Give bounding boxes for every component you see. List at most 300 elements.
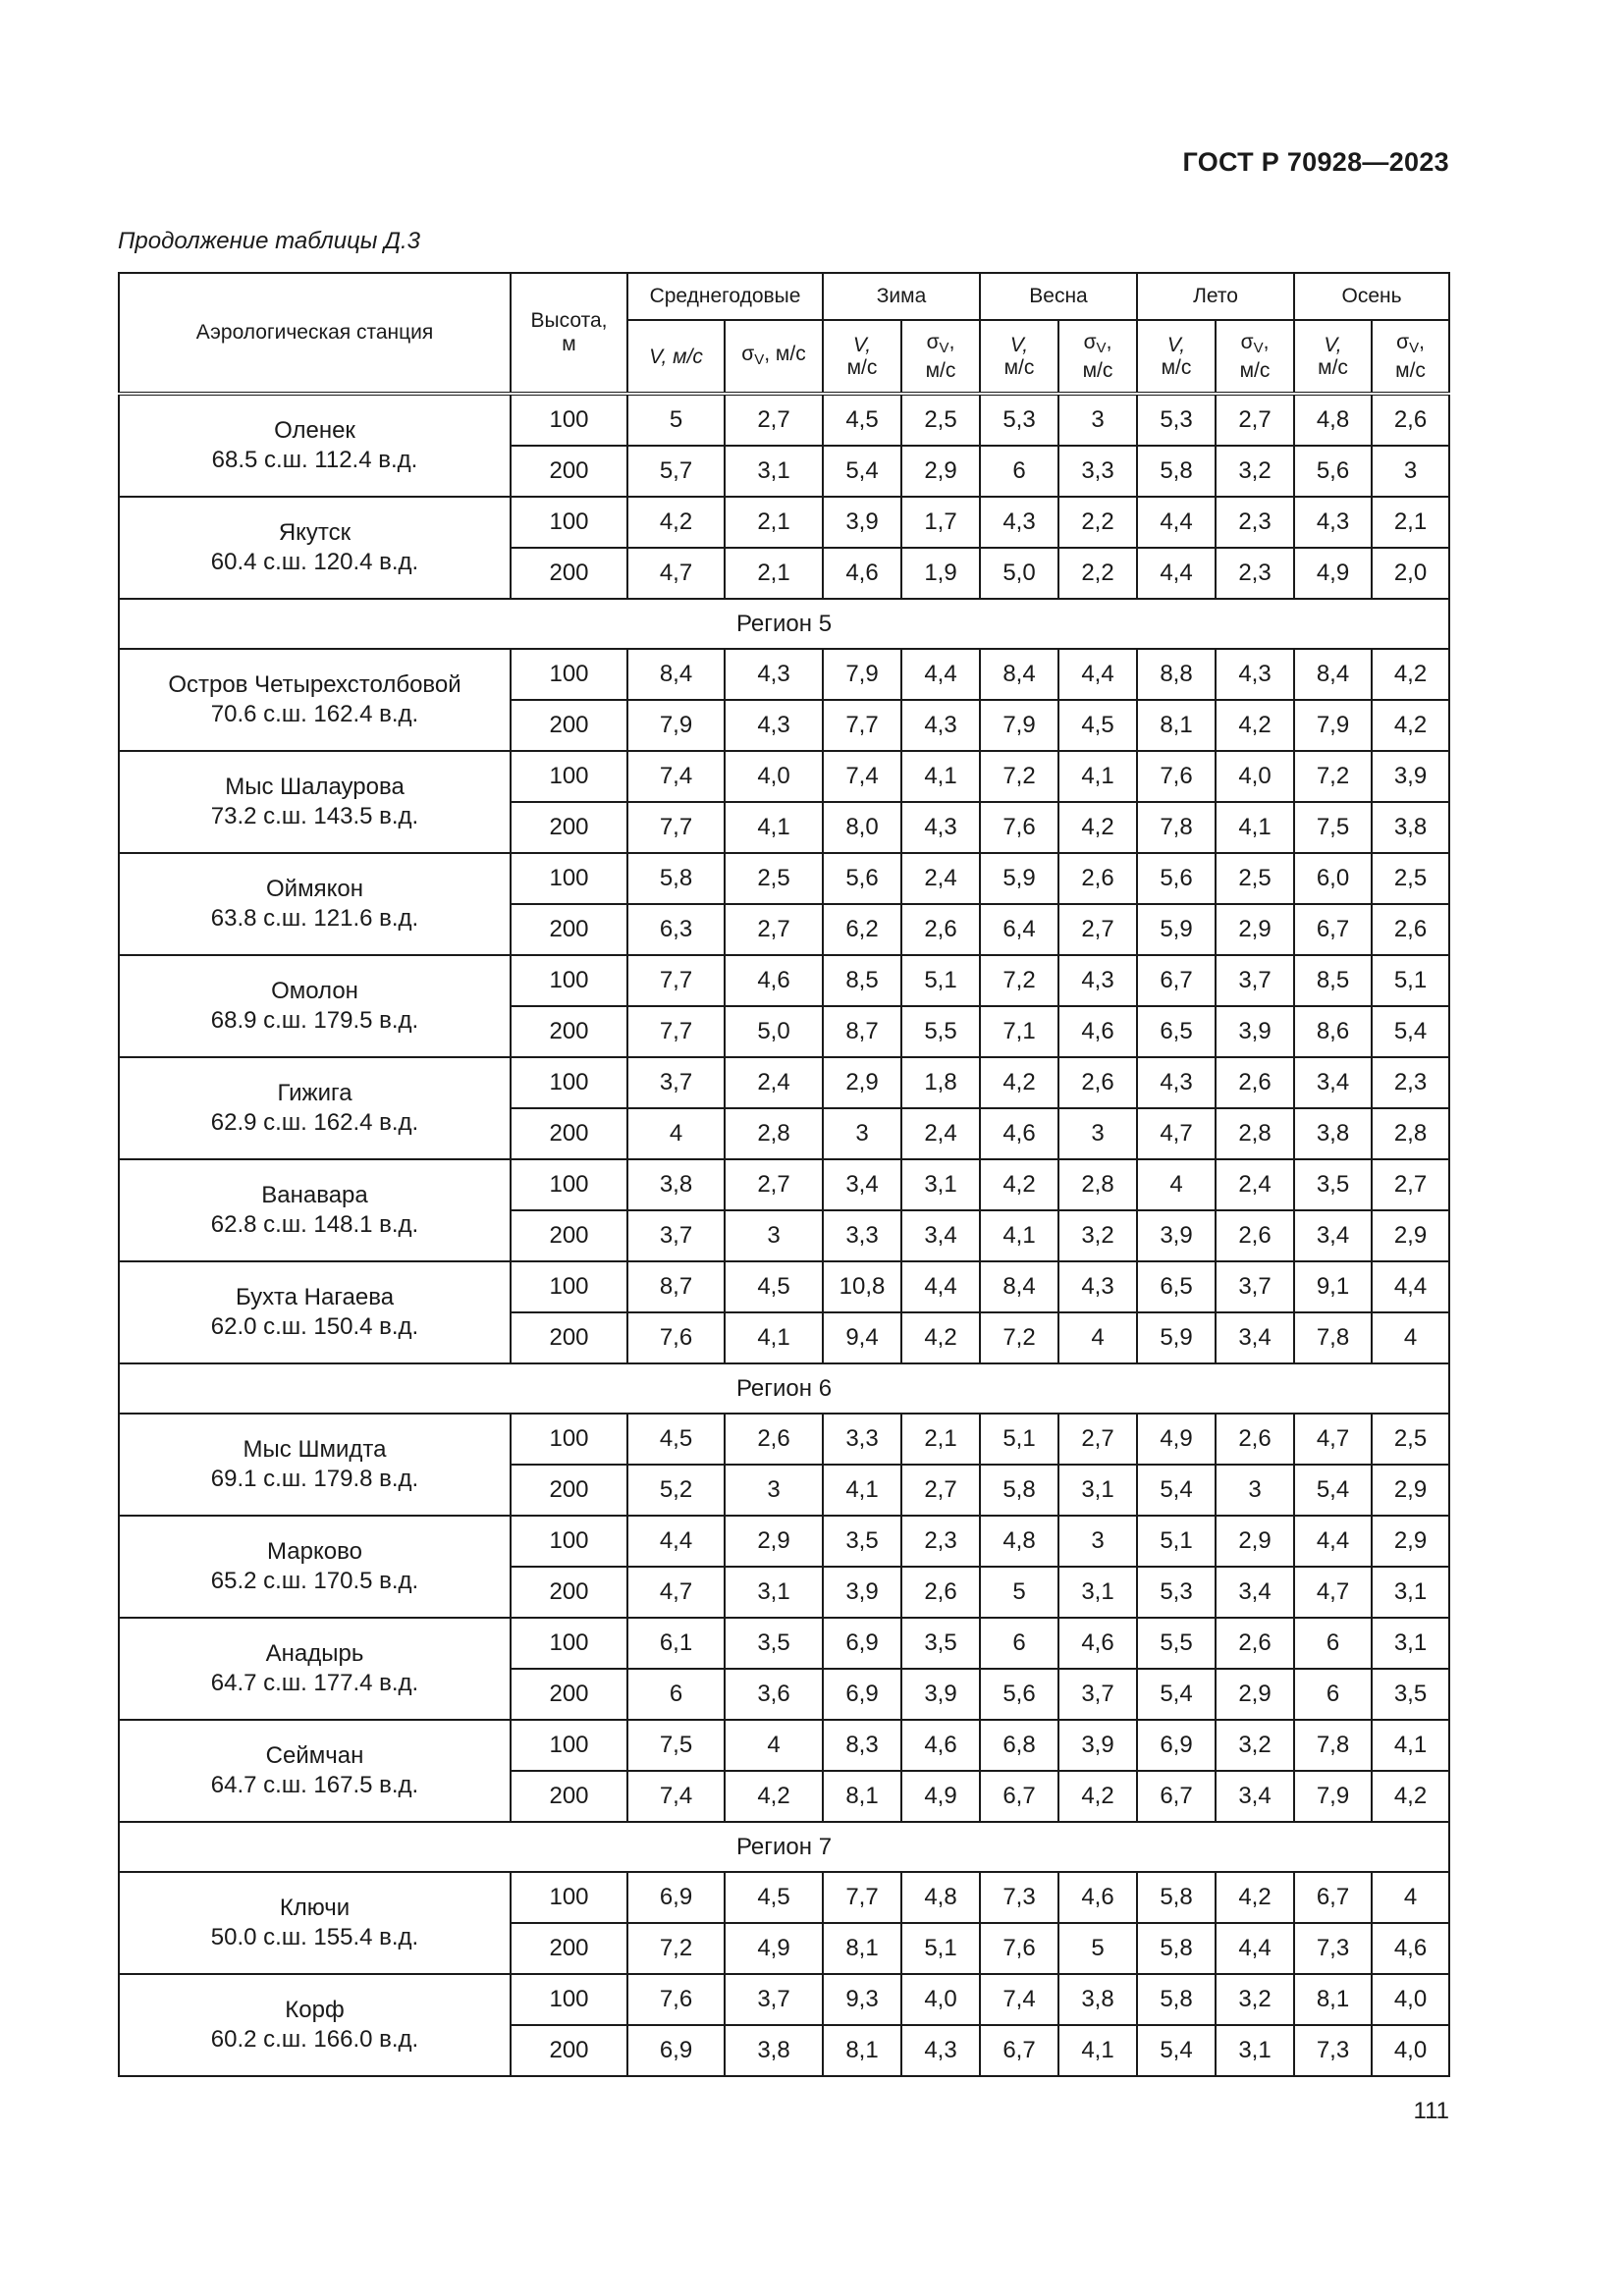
- station-cell: [119, 751, 511, 853]
- station-cell: [119, 955, 511, 1057]
- value-cell: 6,7: [980, 2025, 1058, 2076]
- value-cell: 4,6: [725, 955, 823, 1006]
- value-cell: 4,2: [1058, 1771, 1137, 1822]
- value-cell: 7,4: [627, 1771, 725, 1822]
- table-row: [119, 1720, 1449, 1771]
- height-cell: 100: [511, 1872, 627, 1923]
- station-cell: [119, 1261, 511, 1363]
- value-cell: 6,7: [1137, 1771, 1216, 1822]
- value-cell: 4,0: [1372, 1974, 1449, 2025]
- value-cell: 5,1: [980, 1414, 1058, 1465]
- value-cell: 2,9: [1372, 1465, 1449, 1516]
- value-cell: 5,4: [1137, 1465, 1216, 1516]
- value-cell: 7,3: [980, 1872, 1058, 1923]
- region-row: [119, 599, 1449, 649]
- table-row: [119, 1618, 1449, 1669]
- value-cell: 5,6: [823, 853, 901, 904]
- value-cell: 3,3: [823, 1210, 901, 1261]
- value-cell: 3,1: [1058, 1465, 1137, 1516]
- header-group: Лето: [1137, 273, 1294, 320]
- value-cell: 6,3: [627, 904, 725, 955]
- value-cell: 2,6: [1216, 1618, 1294, 1669]
- value-cell: 3,8: [1058, 1974, 1137, 2025]
- station-cell: [119, 1516, 511, 1618]
- value-cell: 3,5: [1294, 1159, 1372, 1210]
- value-cell: 3: [1372, 446, 1449, 497]
- height-cell: 100: [511, 1414, 627, 1465]
- header-station: Аэрологическая станция: [119, 273, 511, 394]
- value-cell: 3,7: [627, 1210, 725, 1261]
- value-cell: 4,3: [1058, 955, 1137, 1006]
- value-cell: 4,5: [725, 1872, 823, 1923]
- station-coords: 69.1 с.ш. 179.8 в.д.: [210, 1466, 419, 1492]
- value-cell: 5,8: [627, 853, 725, 904]
- value-cell: 8,6: [1294, 1006, 1372, 1057]
- value-cell: 4,3: [1216, 649, 1294, 700]
- value-cell: 5,9: [1137, 1312, 1216, 1363]
- station-name: Оймякон: [266, 876, 363, 902]
- document-code: ГОСТ Р 70928—2023: [1182, 147, 1449, 177]
- value-cell: 3,1: [1058, 1567, 1137, 1618]
- value-cell: 5,5: [1137, 1618, 1216, 1669]
- value-cell: 4,2: [1216, 1872, 1294, 1923]
- value-cell: 4,0: [1372, 2025, 1449, 2076]
- value-cell: 3,7: [1216, 955, 1294, 1006]
- value-cell: 4,6: [1058, 1006, 1137, 1057]
- value-cell: 3,1: [1216, 2025, 1294, 2076]
- value-cell: 6,5: [1137, 1006, 1216, 1057]
- value-cell: 2,8: [1216, 1108, 1294, 1159]
- height-cell: 100: [511, 1057, 627, 1108]
- value-cell: 7,4: [823, 751, 901, 802]
- value-cell: 2,6: [1216, 1414, 1294, 1465]
- station-cell: [119, 649, 511, 751]
- value-cell: 8,7: [627, 1261, 725, 1312]
- station-name: Ванавара: [261, 1182, 368, 1208]
- value-cell: 2,4: [1216, 1159, 1294, 1210]
- header-group: Зима: [823, 273, 980, 320]
- table-row: [119, 1159, 1449, 1210]
- value-cell: 3,2: [1216, 446, 1294, 497]
- value-cell: 6,1: [627, 1618, 725, 1669]
- value-cell: 4,4: [1294, 1516, 1372, 1567]
- value-cell: 5,8: [1137, 1872, 1216, 1923]
- value-cell: 7,2: [1294, 751, 1372, 802]
- value-cell: 3,1: [901, 1159, 980, 1210]
- value-cell: 2,6: [1372, 904, 1449, 955]
- header-sigma-annual: $\sigma_V$, м/с: [725, 320, 823, 394]
- value-cell: 7,9: [1294, 1771, 1372, 1822]
- header-v-annual: V, м/с: [627, 320, 725, 394]
- value-cell: 4,3: [980, 497, 1058, 548]
- value-cell: 4,1: [725, 802, 823, 853]
- station-name: Сеймчан: [265, 1742, 364, 1769]
- value-cell: 7,7: [627, 955, 725, 1006]
- station-cell: [119, 1159, 511, 1261]
- value-cell: 5,1: [1137, 1516, 1216, 1567]
- height-cell: 100: [511, 1516, 627, 1567]
- value-cell: 7,7: [627, 802, 725, 853]
- station-cell: [119, 1414, 511, 1516]
- station-coords: 62.9 с.ш. 162.4 в.д.: [210, 1109, 419, 1136]
- station-name: Анадырь: [265, 1640, 364, 1667]
- value-cell: 4,2: [1216, 700, 1294, 751]
- value-cell: 5,1: [1372, 955, 1449, 1006]
- value-cell: 4,7: [1294, 1567, 1372, 1618]
- value-cell: 4,6: [823, 548, 901, 599]
- value-cell: 2,7: [1372, 1159, 1449, 1210]
- data-table: [118, 272, 1450, 2077]
- value-cell: 2,2: [1058, 548, 1137, 599]
- value-cell: 3,5: [823, 1516, 901, 1567]
- value-cell: 4,4: [1372, 1261, 1449, 1312]
- value-cell: 7,4: [627, 751, 725, 802]
- value-cell: 3: [1216, 1465, 1294, 1516]
- value-cell: 3,9: [901, 1669, 980, 1720]
- value-cell: 2,9: [1372, 1516, 1449, 1567]
- station-name: Мыс Шалаурова: [225, 774, 405, 800]
- value-cell: 4,8: [980, 1516, 1058, 1567]
- value-cell: 5,9: [1137, 904, 1216, 955]
- value-cell: 2,8: [725, 1108, 823, 1159]
- value-cell: 4: [627, 1108, 725, 1159]
- value-cell: 7,3: [1294, 2025, 1372, 2076]
- height-cell: 200: [511, 1567, 627, 1618]
- value-cell: 5,4: [1137, 1669, 1216, 1720]
- station-name: Гижига: [277, 1080, 352, 1106]
- height-cell: 100: [511, 955, 627, 1006]
- header-v-season: V, м/с: [823, 320, 901, 394]
- table-row: [119, 955, 1449, 1006]
- table-row: [119, 1974, 1449, 2025]
- value-cell: 4,0: [1216, 751, 1294, 802]
- value-cell: 4,4: [901, 649, 980, 700]
- header-sigma-season: $\sigma_V$, м/с: [1058, 320, 1137, 394]
- value-cell: 3,1: [725, 446, 823, 497]
- value-cell: 2,7: [725, 394, 823, 446]
- value-cell: 7,9: [1294, 700, 1372, 751]
- value-cell: 2,7: [1216, 394, 1294, 446]
- value-cell: 2,1: [901, 1414, 980, 1465]
- value-cell: 7,6: [1137, 751, 1216, 802]
- table-row: [119, 497, 1449, 548]
- table-row: [119, 649, 1449, 700]
- value-cell: 4,0: [901, 1974, 980, 2025]
- value-cell: 4,1: [980, 1210, 1058, 1261]
- station-name: Ключи: [279, 1895, 351, 1921]
- value-cell: 1,9: [901, 548, 980, 599]
- height-cell: 200: [511, 1669, 627, 1720]
- height-cell: 100: [511, 1159, 627, 1210]
- value-cell: 3,3: [1058, 446, 1137, 497]
- value-cell: 3,5: [1372, 1669, 1449, 1720]
- header-v-season: V, м/с: [1137, 320, 1216, 394]
- value-cell: 3: [725, 1465, 823, 1516]
- value-cell: 2,5: [1216, 853, 1294, 904]
- value-cell: 4,6: [901, 1720, 980, 1771]
- value-cell: 2,7: [1058, 904, 1137, 955]
- value-cell: 4,2: [1372, 1771, 1449, 1822]
- value-cell: 6,9: [627, 1872, 725, 1923]
- value-cell: 3,9: [1372, 751, 1449, 802]
- height-cell: 200: [511, 446, 627, 497]
- value-cell: 3,9: [1216, 1006, 1294, 1057]
- value-cell: 4,6: [980, 1108, 1058, 1159]
- header-group: Среднегодовые: [627, 273, 823, 320]
- station-coords: 62.8 с.ш. 148.1 в.д.: [210, 1211, 419, 1238]
- height-cell: 100: [511, 649, 627, 700]
- value-cell: 4,2: [980, 1057, 1058, 1108]
- value-cell: 5,0: [980, 548, 1058, 599]
- height-cell: 200: [511, 1465, 627, 1516]
- value-cell: 2,3: [901, 1516, 980, 1567]
- value-cell: 2,7: [901, 1465, 980, 1516]
- value-cell: 3,1: [725, 1567, 823, 1618]
- value-cell: 6: [980, 446, 1058, 497]
- value-cell: 4,6: [1372, 1923, 1449, 1974]
- value-cell: 3,9: [1058, 1720, 1137, 1771]
- value-cell: 4,4: [1137, 497, 1216, 548]
- height-cell: 100: [511, 1720, 627, 1771]
- height-cell: 200: [511, 1210, 627, 1261]
- station-coords: 60.2 с.ш. 166.0 в.д.: [210, 2026, 419, 2053]
- value-cell: 6,8: [980, 1720, 1058, 1771]
- value-cell: 3,2: [1216, 1720, 1294, 1771]
- value-cell: 5,4: [1294, 1465, 1372, 1516]
- value-cell: 8,1: [1294, 1974, 1372, 2025]
- value-cell: 4,7: [1294, 1414, 1372, 1465]
- station-cell: [119, 1720, 511, 1822]
- value-cell: 8,1: [823, 2025, 901, 2076]
- value-cell: 4,9: [725, 1923, 823, 1974]
- station-cell: [119, 1872, 511, 1974]
- table-row: [119, 1414, 1449, 1465]
- height-cell: 100: [511, 853, 627, 904]
- table-caption: Продолжение таблицы Д.3: [118, 228, 421, 254]
- header-sigma-season: $\sigma_V$, м/с: [1372, 320, 1449, 394]
- value-cell: 3: [1058, 1516, 1137, 1567]
- value-cell: 6,5: [1137, 1261, 1216, 1312]
- station-name: Остров Четырехстолбовой: [168, 671, 461, 698]
- value-cell: 4,4: [901, 1261, 980, 1312]
- value-cell: 3,4: [1294, 1210, 1372, 1261]
- value-cell: 7,7: [823, 1872, 901, 1923]
- value-cell: 2,8: [1372, 1108, 1449, 1159]
- value-cell: 3,3: [823, 1414, 901, 1465]
- header-v-season: V, м/с: [980, 320, 1058, 394]
- table-row: [119, 751, 1449, 802]
- value-cell: 2,1: [725, 548, 823, 599]
- value-cell: 4,1: [1058, 751, 1137, 802]
- value-cell: 5,8: [980, 1465, 1058, 1516]
- value-cell: 5: [1058, 1923, 1137, 1974]
- value-cell: 2,5: [1372, 853, 1449, 904]
- height-cell: 100: [511, 751, 627, 802]
- value-cell: 2,6: [725, 1414, 823, 1465]
- value-cell: 4,3: [1294, 497, 1372, 548]
- station-cell: [119, 853, 511, 955]
- value-cell: 2,4: [901, 1108, 980, 1159]
- value-cell: 2,6: [1058, 853, 1137, 904]
- value-cell: 5,9: [980, 853, 1058, 904]
- value-cell: 2,7: [725, 904, 823, 955]
- value-cell: 4,4: [1058, 649, 1137, 700]
- value-cell: 3,7: [1058, 1669, 1137, 1720]
- value-cell: 4,3: [725, 649, 823, 700]
- value-cell: 3,1: [1372, 1618, 1449, 1669]
- value-cell: 3,4: [901, 1210, 980, 1261]
- value-cell: 3,5: [901, 1618, 980, 1669]
- value-cell: 5,6: [1137, 853, 1216, 904]
- value-cell: 5,2: [627, 1465, 725, 1516]
- value-cell: 10,8: [823, 1261, 901, 1312]
- value-cell: 2,7: [725, 1159, 823, 1210]
- table-row: [119, 1057, 1449, 1108]
- station-name: Оленек: [274, 417, 355, 444]
- value-cell: 4,9: [901, 1771, 980, 1822]
- value-cell: 2,1: [1372, 497, 1449, 548]
- station-cell: [119, 497, 511, 599]
- height-cell: 200: [511, 700, 627, 751]
- value-cell: 4,5: [1058, 700, 1137, 751]
- value-cell: 4,3: [725, 700, 823, 751]
- value-cell: 7,2: [627, 1923, 725, 1974]
- value-cell: 7,2: [980, 751, 1058, 802]
- value-cell: 4,1: [1058, 2025, 1137, 2076]
- station-cell: [119, 394, 511, 497]
- value-cell: 7,7: [627, 1006, 725, 1057]
- height-cell: 200: [511, 1923, 627, 1974]
- value-cell: 2,9: [1372, 1210, 1449, 1261]
- height-cell: 100: [511, 1261, 627, 1312]
- station-cell: [119, 1618, 511, 1720]
- value-cell: 6: [627, 1669, 725, 1720]
- value-cell: 6,0: [1294, 853, 1372, 904]
- value-cell: 3: [725, 1210, 823, 1261]
- table-row: [119, 1872, 1449, 1923]
- value-cell: 2,9: [1216, 904, 1294, 955]
- value-cell: 8,4: [627, 649, 725, 700]
- value-cell: 7,9: [980, 700, 1058, 751]
- value-cell: 3,4: [1216, 1312, 1294, 1363]
- value-cell: 2,5: [725, 853, 823, 904]
- value-cell: 7,6: [627, 1312, 725, 1363]
- value-cell: 4,1: [901, 751, 980, 802]
- height-cell: 200: [511, 1108, 627, 1159]
- table-row: [119, 1261, 1449, 1312]
- value-cell: 7,2: [980, 1312, 1058, 1363]
- value-cell: 4,8: [1294, 394, 1372, 446]
- value-cell: 4,2: [725, 1771, 823, 1822]
- height-cell: 200: [511, 1771, 627, 1822]
- value-cell: 3,8: [627, 1159, 725, 1210]
- value-cell: 4,4: [1137, 548, 1216, 599]
- value-cell: 2,9: [823, 1057, 901, 1108]
- value-cell: 3,6: [725, 1669, 823, 1720]
- value-cell: 2,1: [725, 497, 823, 548]
- value-cell: 4,9: [1137, 1414, 1216, 1465]
- value-cell: 7,1: [980, 1006, 1058, 1057]
- value-cell: 2,4: [901, 853, 980, 904]
- value-cell: 4: [1137, 1159, 1216, 1210]
- value-cell: 7,3: [1294, 1923, 1372, 1974]
- station-name: Марково: [267, 1538, 362, 1565]
- value-cell: 4: [1372, 1312, 1449, 1363]
- value-cell: 3,9: [1137, 1210, 1216, 1261]
- region-label: Регион 6: [119, 1363, 1449, 1414]
- value-cell: 1,7: [901, 497, 980, 548]
- value-cell: 4,1: [1372, 1720, 1449, 1771]
- value-cell: 5,6: [1294, 446, 1372, 497]
- table-row: [119, 853, 1449, 904]
- value-cell: 3,5: [725, 1618, 823, 1669]
- value-cell: 6,9: [823, 1618, 901, 1669]
- station-coords: 68.5 с.ш. 112.4 в.д.: [211, 447, 418, 473]
- station-name: Корф: [285, 1997, 345, 2023]
- header-sigma-season: $\sigma_V$, м/с: [901, 320, 980, 394]
- value-cell: 5,3: [1137, 1567, 1216, 1618]
- value-cell: 4,9: [1294, 548, 1372, 599]
- value-cell: 7,8: [1294, 1312, 1372, 1363]
- value-cell: 7,8: [1137, 802, 1216, 853]
- value-cell: 3: [823, 1108, 901, 1159]
- station-name: Бухта Нагаева: [235, 1284, 395, 1310]
- value-cell: 2,9: [725, 1516, 823, 1567]
- station-coords: 50.0 с.ш. 155.4 в.д.: [210, 1924, 419, 1950]
- value-cell: 5,1: [901, 1923, 980, 1974]
- value-cell: 5,6: [980, 1669, 1058, 1720]
- station-cell: [119, 1057, 511, 1159]
- value-cell: 6,9: [823, 1669, 901, 1720]
- value-cell: 6,4: [980, 904, 1058, 955]
- value-cell: 2,3: [1372, 1057, 1449, 1108]
- value-cell: 2,9: [1216, 1669, 1294, 1720]
- station-coords: 64.7 с.ш. 177.4 в.д.: [210, 1670, 419, 1696]
- value-cell: 7,6: [627, 1974, 725, 2025]
- value-cell: 5: [980, 1567, 1058, 1618]
- region-label: Регион 7: [119, 1822, 1449, 1872]
- value-cell: 4,3: [901, 2025, 980, 2076]
- height-cell: 200: [511, 802, 627, 853]
- value-cell: 2,4: [725, 1057, 823, 1108]
- value-cell: 4,4: [1216, 1923, 1294, 1974]
- value-cell: 4: [1372, 1872, 1449, 1923]
- value-cell: 2,6: [1216, 1210, 1294, 1261]
- region-row: [119, 1363, 1449, 1414]
- value-cell: 4,3: [1058, 1261, 1137, 1312]
- value-cell: 3,4: [1294, 1057, 1372, 1108]
- table-row: [119, 1516, 1449, 1567]
- value-cell: 8,4: [1294, 649, 1372, 700]
- value-cell: 7,5: [627, 1720, 725, 1771]
- height-cell: 100: [511, 497, 627, 548]
- value-cell: 2,5: [1372, 1414, 1449, 1465]
- value-cell: 7,9: [823, 649, 901, 700]
- value-cell: 3: [1058, 394, 1137, 446]
- value-cell: 2,3: [1216, 497, 1294, 548]
- value-cell: 4,1: [725, 1312, 823, 1363]
- header-sigma-season: $\sigma_V$, м/с: [1216, 320, 1294, 394]
- value-cell: 8,1: [1137, 700, 1216, 751]
- value-cell: 5,5: [901, 1006, 980, 1057]
- value-cell: 5,7: [627, 446, 725, 497]
- value-cell: 7,6: [980, 802, 1058, 853]
- value-cell: 4,2: [627, 497, 725, 548]
- value-cell: 5,0: [725, 1006, 823, 1057]
- station-coords: 62.0 с.ш. 150.4 в.д.: [210, 1313, 419, 1340]
- value-cell: 3,7: [725, 1974, 823, 2025]
- value-cell: 8,1: [823, 1771, 901, 1822]
